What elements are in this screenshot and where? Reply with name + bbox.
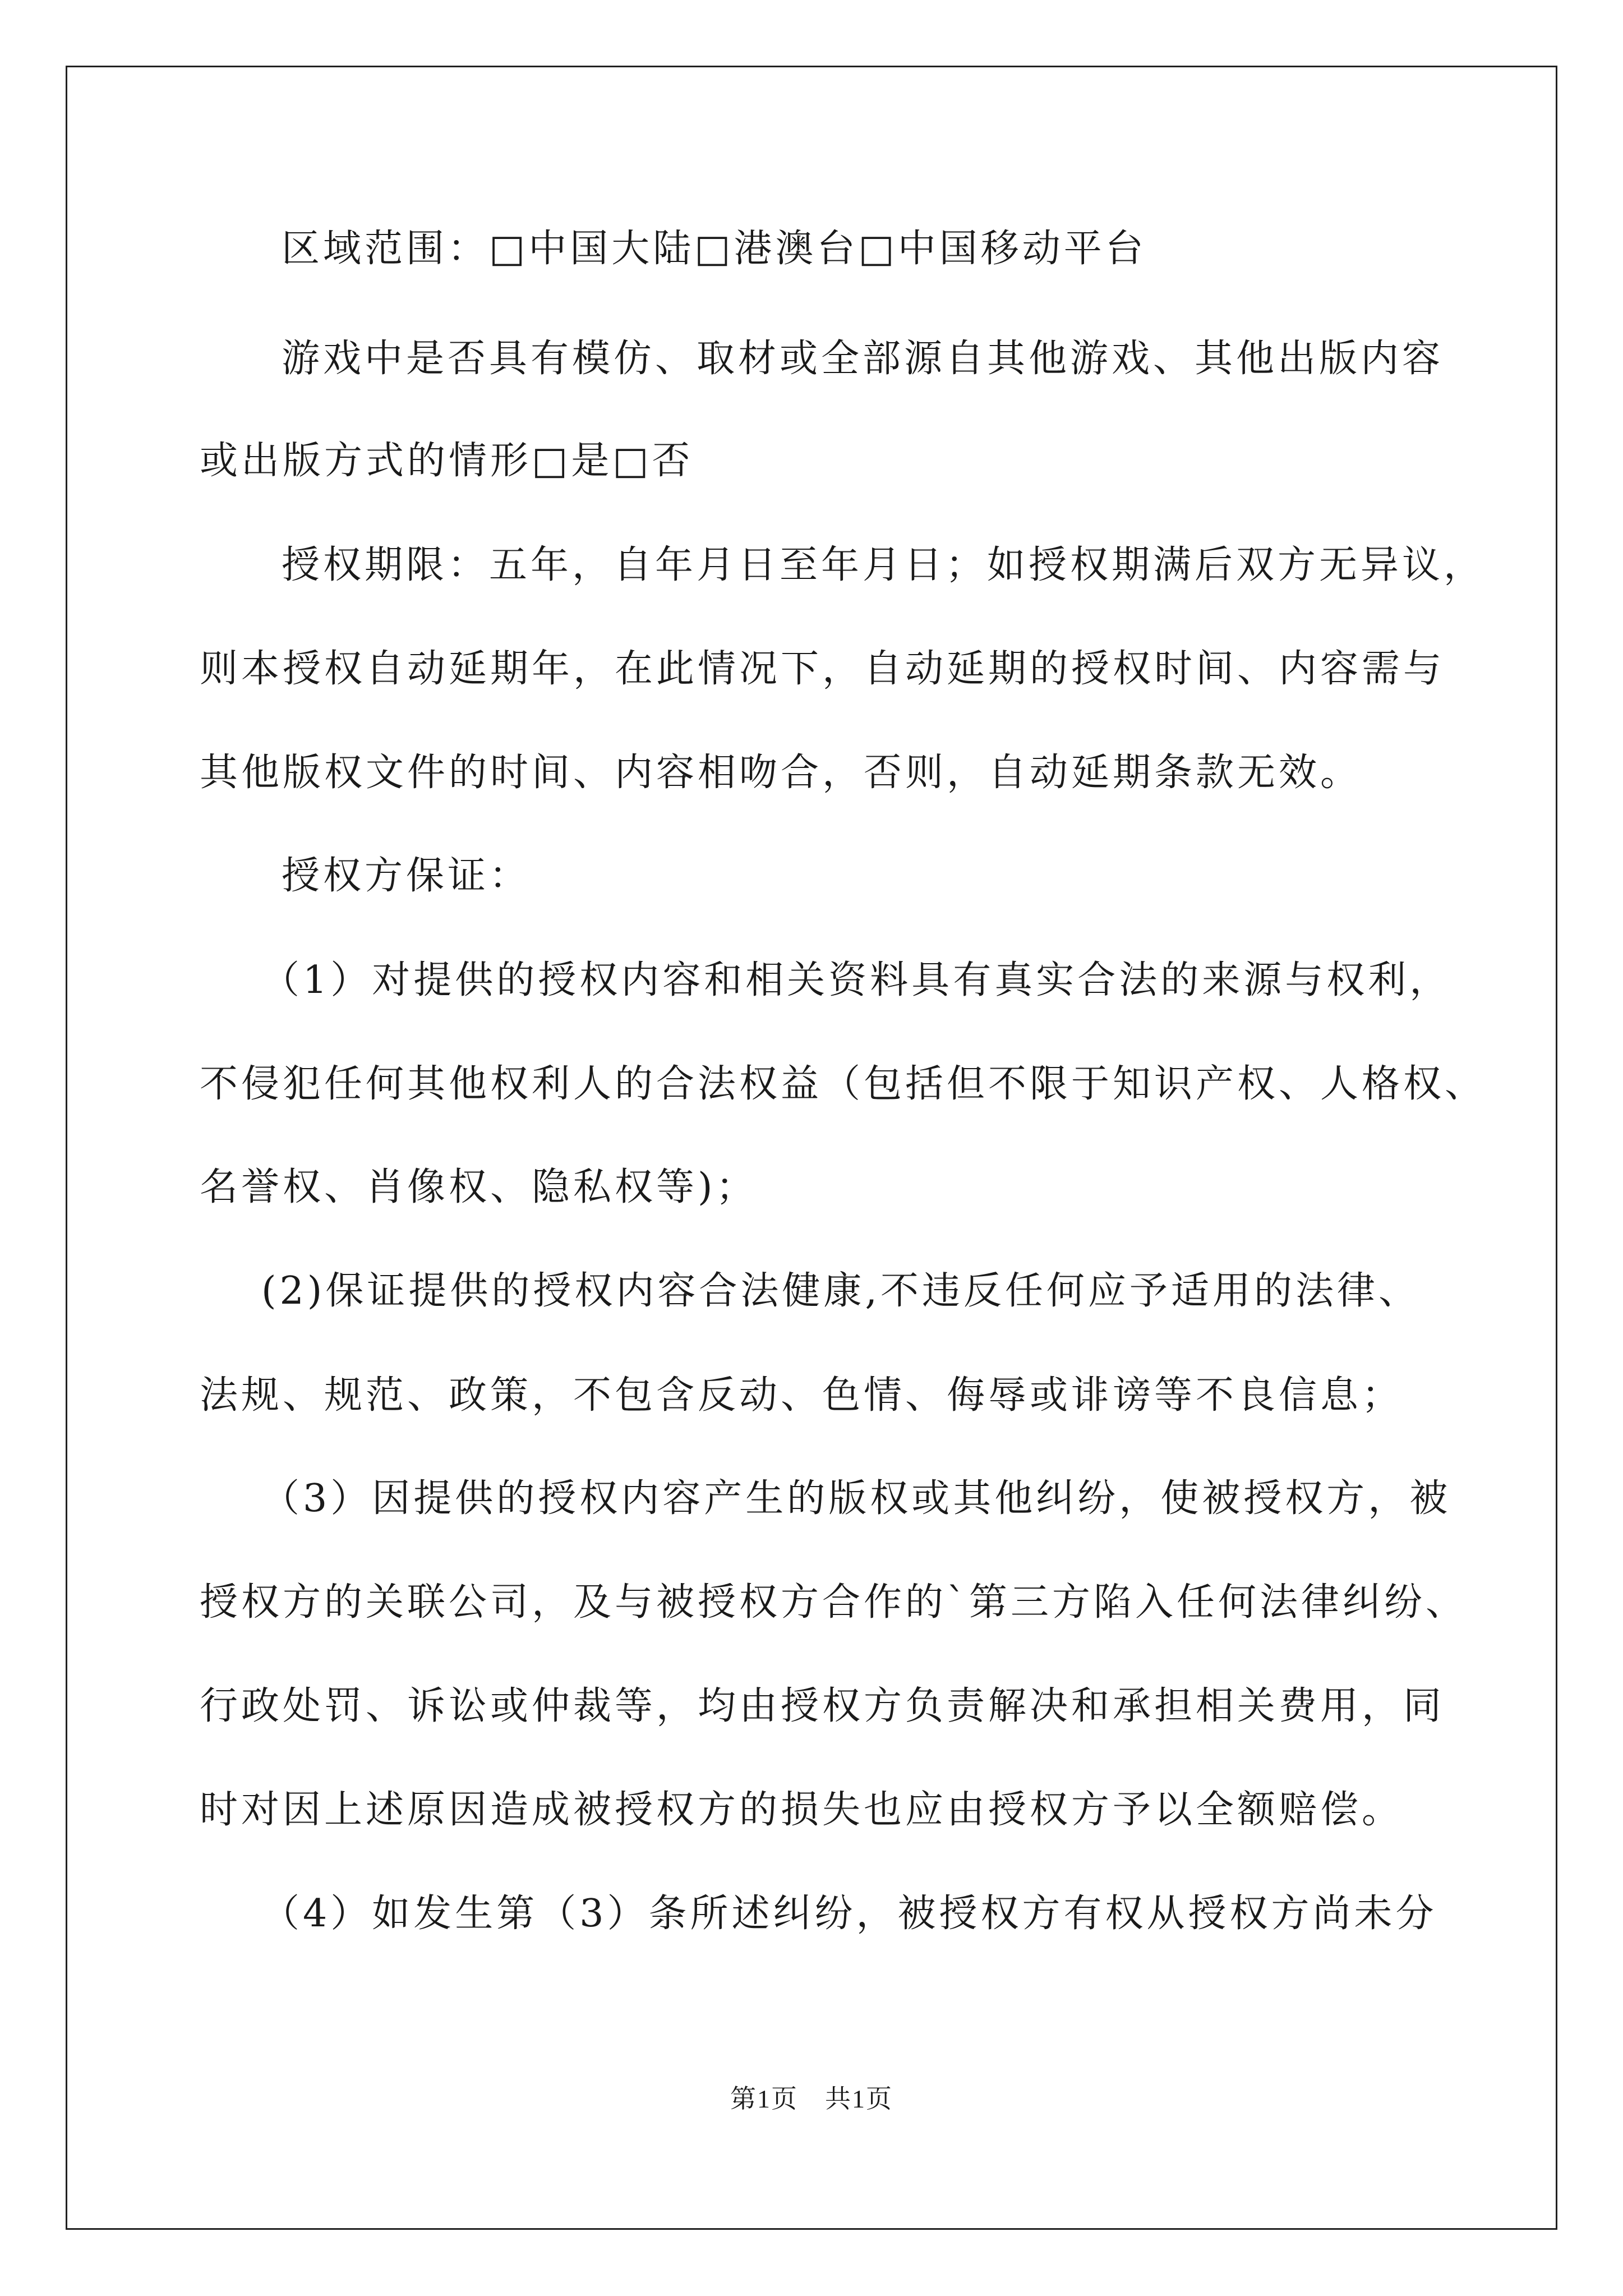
clause-3-line-4: 时对因上述原因造成被授权方的损失也应由授权方予以全额赔偿。: [200, 1788, 1404, 1832]
guarantee-heading: 授权方保证：: [282, 854, 531, 898]
clause-1-line-2: 不侵犯任何其他权利人的合法权益（包括但不限于知识产权、人格权、: [200, 1062, 1487, 1106]
page-footer: [0, 2082, 1623, 2116]
authorization-period-line-1: 授权期限：五年，自年月日至年月日；如授权期满后双方无异议，: [282, 543, 1486, 587]
authorization-period-line-3: 其他版权文件的时间、内容相吻合，否则，自动延期条款无效。: [200, 751, 1362, 795]
clause-4-line-1: （4）如发生第（3）条所述纠纷，被授权方有权从授权方尚未分: [261, 1892, 1437, 1936]
clause-3-line-2: 授权方的关联公司，及与被授权方合作的`第三方陷入任何法律纠纷、: [200, 1580, 1468, 1625]
clause-2-line-2: 法规、规范、政策，不包含反动、色情、侮辱或诽谤等不良信息；: [200, 1373, 1404, 1418]
authorization-period-line-2: 则本授权自动延期年，在此情况下，自动延期的授权时间、内容需与: [200, 647, 1445, 691]
clause-2-line-1: (2)保证提供的授权内容合法健康,不违反任何应予适用的法律、: [261, 1269, 1420, 1313]
imitation-question-line-2: 或出版方式的情形□是□否: [200, 439, 694, 483]
region-scope-line: 区域范围：□中国大陆□港澳台□中国移动平台: [282, 227, 1147, 271]
clause-1-line-1: （1）对提供的授权内容和相关资料具有真实合法的来源与权利，: [261, 958, 1451, 1002]
page-number: 第1页: [730, 2085, 798, 2113]
clause-3-line-1: （3）因提供的授权内容产生的版权或其他纠纷，使被授权方，被: [261, 1476, 1451, 1521]
clause-3-line-3: 行政处罚、诉讼或仲裁等，均由授权方负责解决和承担相关费用，同: [200, 1684, 1445, 1728]
page-total: 共1页: [825, 2085, 893, 2113]
imitation-question-line-1: 游戏中是否具有模仿、取材或全部源自其他游戏、其他出版内容: [282, 337, 1444, 381]
clause-1-line-3: 名誉权、肖像权、隐私权等)；: [200, 1165, 758, 1209]
